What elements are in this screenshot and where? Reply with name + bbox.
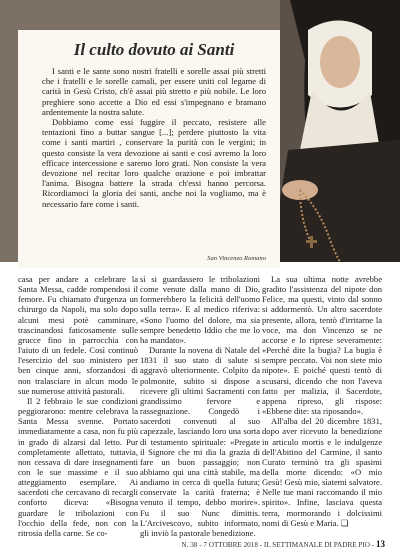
article-paragraph: Il 2 febbraio le sue condizioni peggiorarono: mentre celebrava la Santa Messa svenne. Portato immediatamente a casa, non fu più in grado di alzarsi dal letto. Pur completamente allettato, tuttavia, non cessava di dare insegnamenti con le sue massime e il suo atteggiamento esemplare. Ai sacerdoti che cercavano di recargli conforto diceva: «Bisogna guardare le tribolazioni con l'occhio della fede, non con la ritrosia della carne. Se co- [18, 395, 138, 538]
quote-body [42, 66, 266, 209]
quote-paragraph: I santi e le sante sono nostri fratelli e sorelle assai più stretti che i fratelli e le sorelle carnali, per essere uniti col legame di carità in Gesù Cristo, ch'è assai più stretto e più nobile. Le loro preghiere sono accette a Dio ed essi s'impegnano e bramano ardentemente la nostra salute. [42, 66, 266, 117]
quote-box [18, 30, 280, 268]
article-paragraph: La sua ultima notte avrebbe gradito l'assistenza del nipote don Felice, ma questi, vinto dal sonno si addormentò. Un altro sacerdote presente, allora, tentò d'irritarne la voce, ma don Vincenzo se ne accorse e lo riprese severamente: «Perché dite la bugia? La bugia è sempre peccato. Voi non siete mio nipote». E poiché questi tentò di scusarsi, dicendo che non l'aveva fatto per malizia, il Sacerdote, appena ripreso, gli rispose: «Ebbene dite: sta riposando». [262, 274, 382, 417]
footer-text: N. 38 - 7 OTTOBRE 2018 - IL SETTIMANALE DI PADRE PIO - [181, 541, 375, 549]
quote-title: Il culto dovuto ai Santi [73, 40, 235, 59]
page-footer [180, 539, 385, 549]
article-paragraph: Durante la novena di Natale del 1831 il suo stato di salute si aggravò ulteriormente. Colpito da polmonite, subito si dispose a ricevere gli ultimi Sacramenti con grandissimo fervore e rassegnazione. Congedò i sacerdoti convenuti al suo capezzale, lasciando loro una sorta di testamento spirituale: «Pregate il Signore che mi dia la grazia di fare un buon passaggio; non abbiamo qui una città stabile, ma andiamo in cerca di quella futura; conservate la carità fraterna; è venuto il tempo, debbo morire». Fu il suo Nunc dimittis. L'Arcivescovo, subito informato, gli inviò la pastorale benedizione. [140, 345, 260, 538]
article-column-1 [18, 274, 138, 538]
article-paragraph: All'alba del 20 dicembre 1831, dopo aver ricevuto la benedizione in articulo mortis e le indulgenze dell'Abitino del Carmine, il santo Curato terminò tra gli spasimi della morte dicendo: «O mio Gesù! Gesù mio, sìatemi salvatore. Nelle tue mani raccomando il mio spirito». Infine, lasciava questa terra, mormorando i dolcissimi nomi di Gesù e Maria. ❏ [262, 416, 382, 528]
quote-paragraph: Dobbiamo come essi fuggire il peccato, resistere alle tentazioni fino a buttar sangue [...]; perdere piuttosto la vita come i santi martiri , conservare la purità con le vergini; in questo consiste la vera devozione ai santi e così avremo la loro efficace intercessione e saremo loro grati. Non consiste la vera devozione nel recitar loro qualche orazione e poi imbrattar l'anima. Bisogna battere la strada ch'essi hanno percorsa. Ricordiamoci la gloria dei santi, anche noi la vogliamo, ma è necessario fare come i santi. [42, 117, 266, 209]
article-column-3 [262, 274, 382, 528]
article-column-2 [140, 274, 260, 538]
page-number: 13 [376, 539, 385, 549]
article-paragraph: sì si guardassero le tribolazioni come venute dalla mano di Dio, formerebbero la felicità dell'uomo sulla terra». E al medico riferiva: «Sono l'uomo del dolore, ma sia sempre benedetto Iddio che me lo ha mandato». [140, 274, 260, 345]
article-paragraph: casa per andare a celebrare la Santa Messa, cadde rompendosi il femore. Fu chiamato d'urgenza un chirurgo da Napoli, ma solo dopo alcuni mesi potè camminare, trascinandosi faticosamente sulle grucce fino in parrocchia con l'aiuto di un fedele. Così continuò l'esercizio del suo ministero per ben cinque anni, sforzandosi di non tralasciare in alcun modo le sue numerose attività pastorali. [18, 274, 138, 396]
quote-signature: San Vincenzo Romano [207, 255, 266, 262]
